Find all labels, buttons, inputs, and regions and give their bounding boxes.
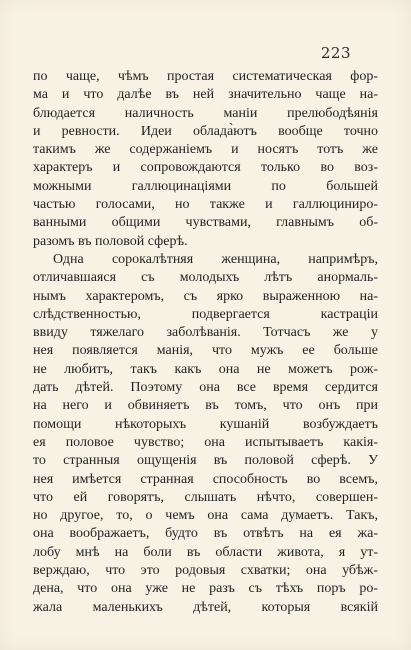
page-number: 223: [320, 44, 351, 62]
text-line: ввиду тяжелаго заболѣванія. Тотчасъ же у: [33, 325, 378, 341]
text-line: нымъ характеромъ, съ ярко выраженною на-: [33, 288, 378, 304]
text-line: частью голосами, но также и галлюциниро-: [33, 197, 378, 213]
text-line: слѣдственностью, подвергается кастраціи: [33, 306, 378, 322]
text-line: можными галлюцинаціями по большей: [33, 178, 378, 194]
text-line: нея имѣется странная способность во всемъ,: [33, 471, 378, 487]
text-line: дена, что она уже не разъ съ тѣхъ поръ ро-: [33, 581, 378, 597]
text-line: нея появляется манія, что мужъ ее больше: [33, 343, 378, 359]
text-line: на него и обвиняетъ въ томъ, что онъ при: [33, 398, 378, 414]
text-line: что ей говорятъ, слышать нѣчто, совершен-: [33, 489, 378, 505]
body-text: [33, 68, 378, 617]
paragraph-start-line: Одна сорокалѣтняя женщина, напримѣръ,: [53, 251, 378, 267]
text-line: ванными общими чувствами, главнымъ об-: [33, 215, 378, 231]
text-line: по чаще, чѣмъ простая систематическая фор-: [33, 69, 378, 84]
text-line: лобу мнѣ на боли въ области живота, я ут-: [33, 544, 378, 560]
text-line: разомъ въ половой сферѣ.: [33, 233, 188, 249]
text-line: ея половое чувство; она испытываетъ какія-: [33, 434, 378, 450]
text-line: дать дѣтей. Поэтому она все время сердится: [33, 380, 378, 396]
text-line: такимъ же содержаніемъ и носятъ тотъ же: [33, 142, 378, 158]
text-line: и ревности. Идеи облада̀ютъ вообще точно: [33, 123, 378, 139]
text-line: верждаю, что это родовыя схватки; она убѣж-: [33, 563, 378, 579]
text-line: жала маленькихъ дѣтей, которыя всякій: [33, 599, 378, 615]
text-line: но другое, то, о чемъ она сама думаетъ. Такъ,: [33, 508, 378, 524]
text-line: отличавшаяся съ молодыхъ лѣтъ анормаль-: [33, 270, 378, 286]
text-line: не любитъ, такъ какъ она не можетъ рож-: [33, 361, 378, 377]
text-line: ма и что далѣе въ ней значительно чаще на-: [33, 87, 378, 103]
text-line: помощи нѣкоторыхъ кушаній возбуждаетъ: [33, 416, 378, 432]
text-line: блюдается наличность маніи прелюбодѣянія: [33, 105, 378, 121]
text-line: она воображаетъ, будто въ отвѣтъ на ея жа-: [33, 526, 378, 542]
text-line: характеръ и сопровождаются только во воз-: [33, 160, 378, 176]
text-line: то странныя ощущенія въ половой сферѣ. У: [33, 453, 378, 469]
